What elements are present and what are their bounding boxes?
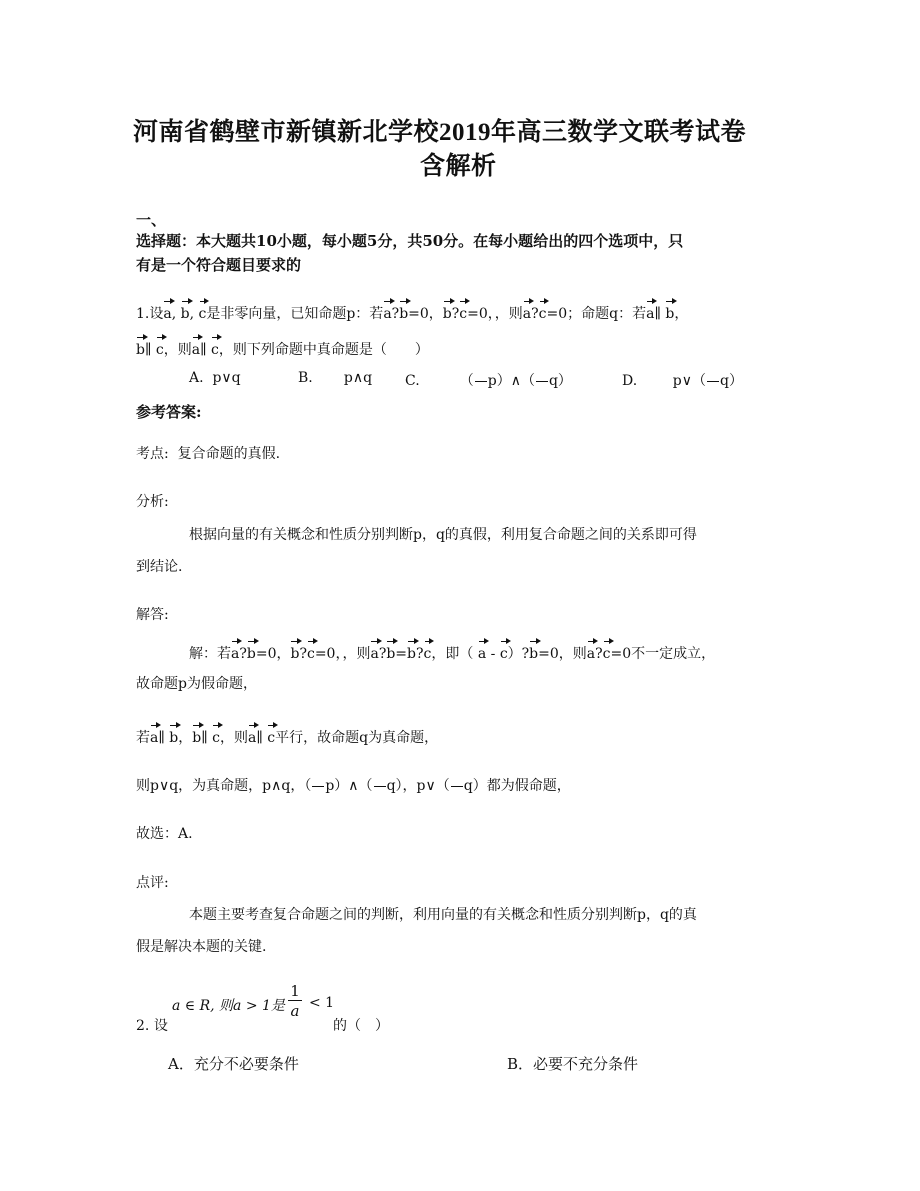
- section-number: 一、: [136, 211, 167, 229]
- q1-option-d: D. p∨（ q）: [622, 373, 743, 389]
- guxuan-line: 故选：A.: [136, 826, 193, 842]
- jieda-label: 解答:: [136, 607, 169, 623]
- q2-less-than-one: < 1: [309, 995, 335, 1011]
- negation-symbol: [374, 786, 386, 787]
- jieda-line1: 解：若a?b=0，b?c=0，，则a?b=b?c，即（ a - c）?b=0，则a?c=0不一定成立，: [189, 646, 716, 662]
- jieda-line2: 故命题p为假命题，: [136, 676, 257, 692]
- negation-symbol: [475, 381, 487, 382]
- negation-symbol: [536, 381, 548, 382]
- fenxi-line1: 根据向量的有关概念和性质分别判断p，q的真假，利用复合命题之间的关系即可得: [189, 527, 697, 543]
- negation-symbol: [451, 786, 463, 787]
- q2-fraction: [288, 982, 302, 1021]
- q2-fraction-numerator: 1: [288, 982, 302, 1001]
- q2-tail: 的（ ）: [333, 1018, 389, 1034]
- q2-option-a: A．充分不必要条件: [168, 1055, 299, 1073]
- q1-option-b: B. p∧q: [298, 370, 373, 386]
- kaodian-line: 考点: 复合命题的真假.: [136, 446, 281, 462]
- q2-option-b: B．必要不充分条件: [507, 1055, 639, 1073]
- fenxi-label: 分析:: [136, 494, 169, 510]
- section-instruction-line2: 有是一个符合题目要求的: [136, 256, 302, 274]
- q2-condition: a ∈ R, 则a > 1是: [172, 998, 285, 1014]
- q1-stem-line2: b∥ c，则a∥ c，则下列命题中真命题是（ ）: [136, 342, 429, 358]
- negation-symbol: [707, 381, 719, 382]
- q1-stem-line1: 1.设a, b, c是非零向量，已知命题p：若a?b=0，b?c=0，，则a?c=0；命题q：若a∥ b，: [136, 306, 689, 322]
- q1-number: 1.: [136, 306, 150, 322]
- q2-number: 2. 设: [136, 1018, 168, 1034]
- negation-symbol: [312, 786, 324, 787]
- fenxi-line2: 到结论.: [136, 559, 183, 575]
- q1-option-a: A. p∨q: [189, 370, 241, 386]
- document-title-line2: 含解析: [420, 153, 497, 180]
- vector-b: b: [180, 306, 190, 322]
- answer-heading: 参考答案:: [136, 403, 202, 421]
- dianping-label: 点评:: [136, 875, 169, 891]
- section-instruction-line1: 选择题：本大题共10小题，每小题5分，共50分。在每小题给出的四个选项中，只: [136, 232, 684, 250]
- vector-a: a: [163, 306, 172, 322]
- dianping-line1: 本题主要考查复合命题之间的判断，利用向量的有关概念和性质分别判断p，q的真: [189, 907, 697, 923]
- q2-fraction-denominator: a: [290, 1002, 300, 1020]
- document-title-line1: 河南省鹤壁市新镇新北学校2019年高三数学文联考试卷: [133, 119, 747, 146]
- q1-option-c: C. （ p）∧（ q）: [405, 373, 572, 389]
- jieda-line3: 若a∥ b，b∥ c，则a∥ c平行，故命题q为真命题，: [136, 730, 439, 746]
- jieda-line4: 则p∨q，为真命题，p∧q，（ p）∧（ q），p∨（ q）都为假命题，: [136, 778, 571, 794]
- vector-c: c: [198, 306, 207, 322]
- dianping-line2: 假是解决本题的关键.: [136, 939, 267, 955]
